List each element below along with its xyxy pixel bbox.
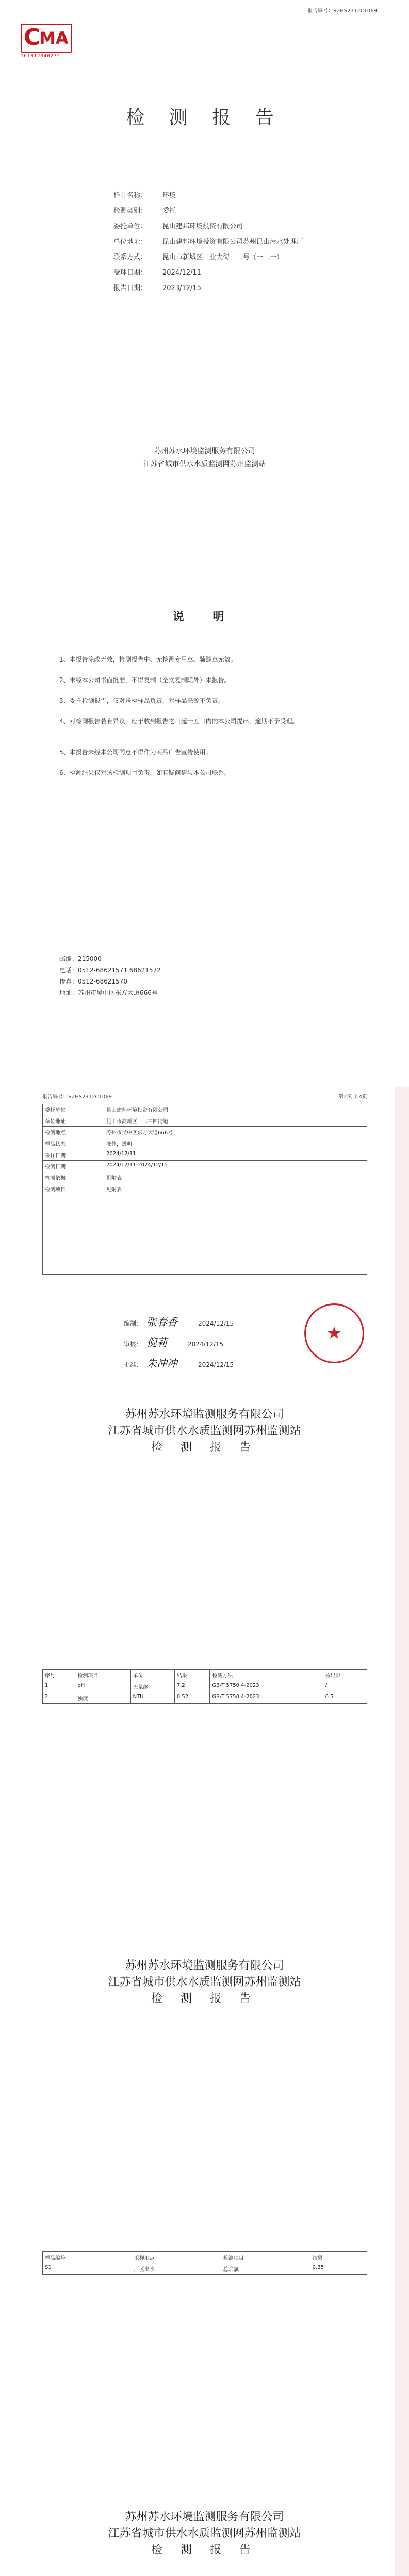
report-info-page [0, 1087, 409, 1654]
table-row: S1 厂区出水 总余氯 0.35 [43, 2263, 367, 2275]
table-row: 检测地点 苏州市吴中区东方大道666号 [43, 1127, 367, 1138]
report-info-table [42, 1104, 367, 1275]
results-table-a [42, 1669, 367, 1704]
report-station: 江苏省城市供水水质监测网苏州监测站 [108, 1976, 301, 1989]
table-row: 委托单位 昆山建邦环境投资有限公司 [43, 1104, 367, 1115]
report-title: 检 测 报 告 [151, 1992, 258, 2005]
contact-postcode: 邮编：215000 [59, 955, 102, 962]
cover-row-client: 委托单位： 昆山建邦环境投资有限公司 [113, 223, 243, 230]
table-row: 采样日期 2024/12/11 [43, 1149, 367, 1161]
table-row: 1 pH 无量纲 7.2 GB/T 5750.4-2023 / [43, 1681, 367, 1692]
results-page-a [0, 1654, 409, 2221]
cover-row-address: 单位地址： 昆山建邦环境投资有限公司苏州昆山污水处理厂 [113, 238, 304, 246]
notes-page [0, 520, 409, 1087]
official-stamp-icon: ★ [304, 1303, 364, 1363]
report-station: 江苏省城市供水水质监测网苏州监测站 [108, 1425, 301, 1437]
results-a-header [0, 1958, 409, 2007]
report-company: 苏州苏水环境监测服务有限公司 [125, 1408, 284, 1421]
report-header [0, 1406, 409, 1456]
table-row: 检测项目 见附表 [43, 1183, 367, 1275]
cover-page [0, 0, 409, 520]
report-title: 检 测 报 告 [151, 2544, 258, 2556]
notes-title: 说 明 [172, 610, 237, 623]
cover-station: 江苏省城市供水水质监测网苏州监测站 [143, 460, 266, 468]
table-row: 检测依据 见附表 [43, 1172, 367, 1183]
cover-title: 检 测 报 告 [126, 107, 283, 128]
cover-row-sample: 样品名称： 环境 [113, 192, 176, 199]
results-page-b [0, 2221, 409, 2576]
seam-stamp [395, 1087, 409, 1654]
signature-compiler: 编制： 张春香 2024/12/15 [124, 1316, 234, 1328]
cover-row-report-date: 报告日期： 2023/12/15 [113, 284, 201, 292]
cover-row-received: 受理日期： 2024/12/11 [113, 269, 201, 277]
contact-phone: 电话：0512-68621571 68621572 [59, 967, 161, 974]
page-indicator: 第2页 共4页 [338, 1094, 367, 1100]
table-row: 样品状态 液体，透明 [43, 1138, 367, 1149]
table-row: 单位地址 昆山市高新区一二三四街道 [43, 1115, 367, 1127]
cma-number: 161012340275 [21, 54, 61, 59]
report-no: 报告编号：SZHS2312C1069 [42, 1094, 112, 1100]
note-item: 5、本报告未经本公司同意不得作为商品广告宣传使用。 [59, 749, 212, 756]
contact-block [59, 953, 161, 998]
seam-stamp [395, 2221, 409, 2576]
note-item: 3、委托检测报告，仅对送检样品负责，对样品来源不负责。 [59, 697, 224, 704]
table-header: 序号 检测项目 单位 结果 检测方法 检出限 [43, 1670, 367, 1681]
report-meta-bar [42, 1092, 367, 1100]
table-header: 样品编号 采样地点 检测项目 结果 [43, 2252, 367, 2263]
cma-mark-icon: C MA [21, 24, 72, 53]
results-table-b [42, 2251, 367, 2275]
note-item: 1、本报告涂改无效，检测报告中、无检测专用章、骑缝章无效。 [59, 656, 237, 663]
report-station: 江苏省城市供水水质监测网苏州监测站 [108, 2527, 301, 2540]
report-title: 检 测 报 告 [151, 1441, 258, 1454]
cma-logo [21, 24, 77, 59]
signature-approver: 批准： 朱冲冲 2024/12/15 [124, 1357, 234, 1369]
signature-reviewer: 审核： 倪莉 2024/12/15 [124, 1336, 224, 1349]
contact-fax: 传真：0512-68621570 [59, 978, 127, 985]
results-b-header [0, 2509, 409, 2558]
report-company: 苏州苏水环境监测服务有限公司 [125, 2511, 284, 2523]
note-item: 4、对检测报告若有异议，应于收到报告之日起十五日内向本公司提出，逾期不予受理。 [59, 718, 299, 725]
report-number: 报告编号：SZHS2312C1069 [307, 8, 377, 14]
note-item: 2、未经本公司书面批准，不得复制（全文复制除外）本报告。 [59, 676, 231, 684]
table-row: 检测日期 2024/12/11-2024/12/15 [43, 1161, 367, 1172]
report-company: 苏州苏水环境监测服务有限公司 [125, 1959, 284, 1972]
cover-org: 苏州苏水环境监测服务有限公司 [154, 447, 255, 455]
table-row: 2 浊度 NTU 0.52 GB/T 5750.4-2023 0.5 [43, 1692, 367, 1704]
cover-row-contact: 联系方式： 昆山市新城区工业大街十二号（一二一） [113, 253, 284, 261]
cover-row-category: 检测类别： 委托 [113, 207, 176, 215]
seam-stamp [395, 1654, 409, 2221]
contact-address: 地址：苏州市吴中区东方大道666号 [59, 989, 158, 996]
note-item: 6、检测结果仅对该检测项目负责，如有疑问请与本公司联系。 [59, 769, 231, 776]
